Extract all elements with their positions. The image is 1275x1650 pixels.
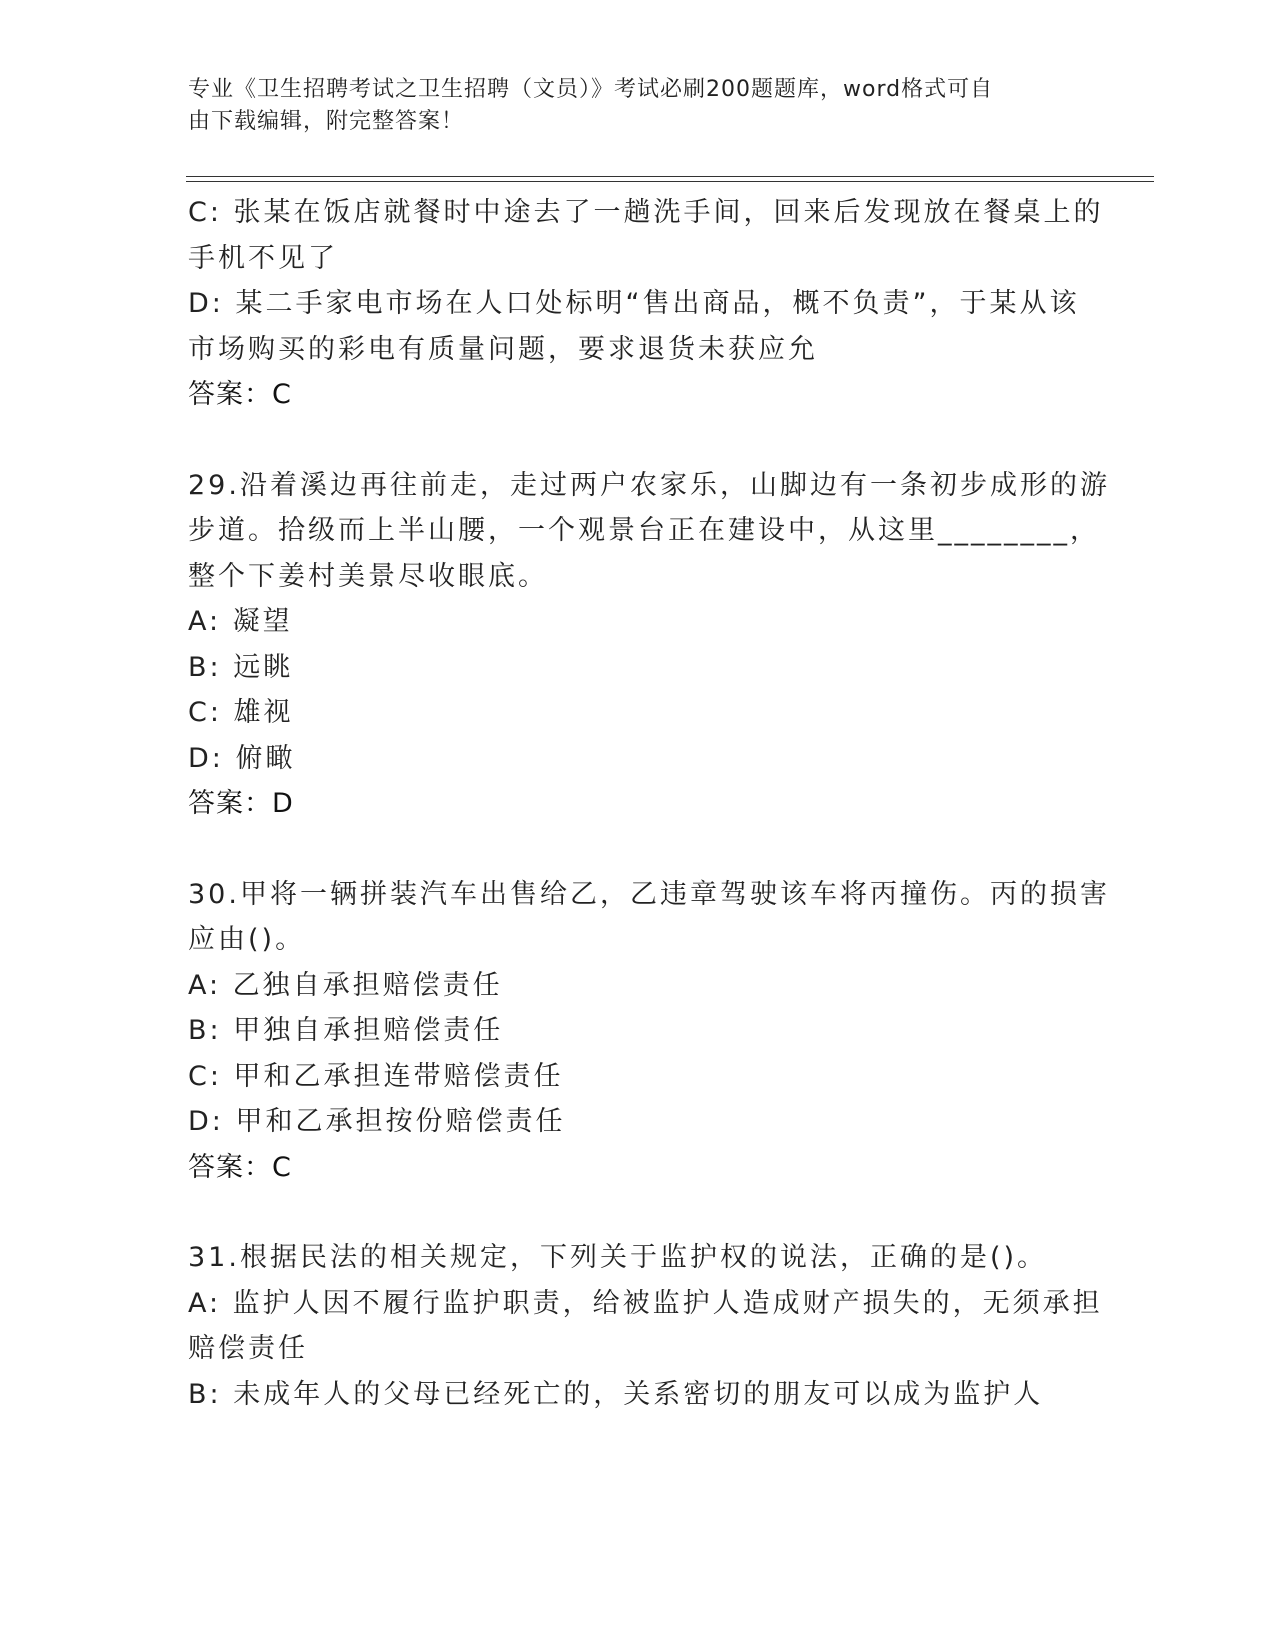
question-30 (188, 872, 1110, 1191)
answer-label: 答案：C (188, 1151, 292, 1183)
header-text-line2: 由下载编辑，附完整答案！ (188, 109, 465, 134)
option-c: C: 雄视 (188, 697, 294, 728)
header-divider-top (186, 176, 1154, 177)
option-c: C: 甲和乙承担连带赔偿责任 (188, 1060, 564, 1092)
answer-label: 答案：D (188, 788, 294, 819)
header-text-line1: 专业《卫生招聘考试之卫生招聘（文员）》考试必刷200题题库，word格式可自 (188, 77, 994, 102)
option-b: B: 未成年人的父母已经死亡的，关系密切的朋友可以成为监护人 (188, 1378, 1044, 1410)
page-header (188, 74, 1068, 138)
option-b: B: 甲独自承担赔偿责任 (188, 1015, 504, 1046)
question-28-tail (188, 190, 1104, 418)
question-stem-line1: 29.沿着溪边再往前走，走过两户农家乐，山脚边有一条初步成形的游 (188, 469, 1110, 501)
question-stem-line1: 30.甲将一辆拼装汽车出售给乙，乙违章驾驶该车将丙撞伤。丙的损害 (188, 878, 1110, 910)
spacer (188, 418, 1088, 463)
option-d: D: 俯瞰 (188, 742, 296, 774)
option-b: B: 远眺 (188, 651, 294, 683)
option-a-line2: 赔偿责任 (188, 1333, 308, 1364)
question-stem-line2: 应由()。 (188, 924, 306, 955)
answer-label: 答案：C (188, 379, 292, 410)
option-a-line1: A: 监护人因不履行监护职责，给被监护人造成财产损失的，无须承担 (188, 1287, 1103, 1319)
question-29 (188, 463, 1110, 827)
option-c-line1: C: 张某在饭店就餐时中途去了一趟洗手间，回来后发现放在餐桌上的 (188, 197, 1104, 228)
option-a: A: 乙独自承担赔偿责任 (188, 969, 503, 1001)
option-d: D: 甲和乙承担按份赔偿责任 (188, 1106, 566, 1137)
question-31 (188, 1235, 1103, 1417)
question-stem-line3: 整个下姜村美景尽收眼底。 (188, 560, 548, 592)
option-c-line2: 手机不见了 (188, 242, 338, 274)
spacer (188, 827, 1088, 872)
option-a: A: 凝望 (188, 606, 293, 637)
document-body (188, 190, 1110, 1417)
question-stem-line2: 步道。拾级而上半山腰，一个观景台正在建设中，从这里________， (188, 515, 1100, 546)
spacer (188, 1190, 1088, 1235)
option-d-line2: 市场购买的彩电有质量问题，要求退货未获应允 (188, 333, 818, 365)
option-d-line1: D: 某二手家电市场在人口处标明“售出商品，概不负责”，于某从该 (188, 288, 1080, 319)
question-stem-line1: 31.根据民法的相关规定，下列关于监护权的说法，正确的是()。 (188, 1242, 1048, 1273)
header-divider-bottom (186, 181, 1154, 182)
